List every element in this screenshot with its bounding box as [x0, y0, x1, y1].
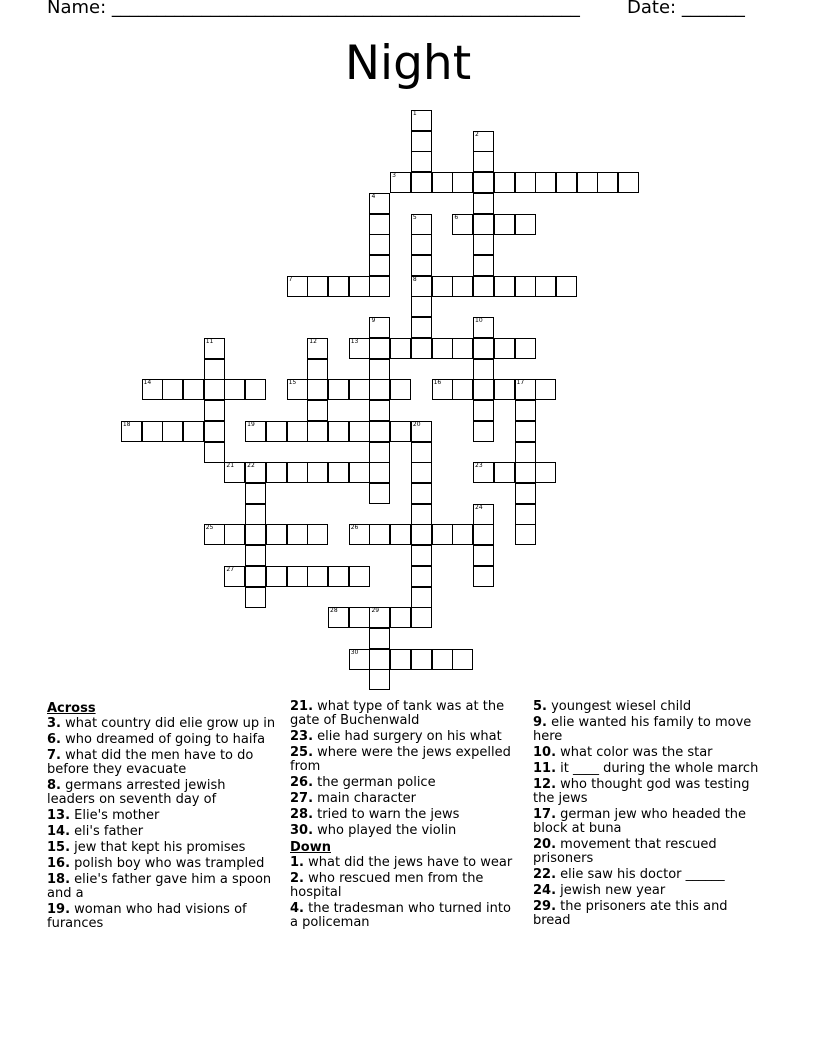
- grid-cell[interactable]: [452, 524, 473, 545]
- clue-number: 2: [475, 130, 479, 138]
- date-blank[interactable]: _______: [681, 0, 745, 18]
- clue-num: 27.: [290, 791, 314, 806]
- clue-column-1: [47, 700, 277, 933]
- grid-cell[interactable]: [577, 172, 598, 193]
- grid-cell[interactable]: [411, 649, 432, 670]
- across-clue: [290, 700, 520, 728]
- grid-cell[interactable]: [307, 338, 328, 359]
- grid-cell[interactable]: [411, 172, 432, 193]
- grid-cell[interactable]: [515, 400, 536, 421]
- grid-cell[interactable]: [411, 504, 432, 525]
- across-clue: [47, 779, 277, 807]
- grid-cell[interactable]: [369, 214, 390, 235]
- grid-cell[interactable]: [411, 234, 432, 255]
- clue-num: 30.: [290, 823, 314, 838]
- grid-cell[interactable]: [515, 338, 536, 359]
- clue-text: jew that kept his promises: [70, 840, 246, 855]
- grid-cell[interactable]: [411, 131, 432, 152]
- across-clue: [290, 730, 520, 744]
- grid-cell[interactable]: [432, 524, 453, 545]
- grid-cell[interactable]: [411, 317, 432, 338]
- clue-text: who played the violin: [313, 823, 457, 838]
- date-label: Date:: [627, 0, 677, 18]
- grid-cell[interactable]: [204, 359, 225, 380]
- clue-number: 28: [330, 607, 338, 615]
- grid-cell[interactable]: [473, 317, 494, 338]
- across-clue: [290, 808, 520, 822]
- grid-cell[interactable]: [452, 379, 473, 400]
- clue-number: 5: [412, 213, 417, 221]
- across-clue: [290, 746, 520, 774]
- clue-num: 5.: [533, 699, 547, 714]
- clue-number: 12: [309, 337, 317, 345]
- grid-cell[interactable]: [515, 524, 536, 545]
- grid-cell[interactable]: [142, 379, 163, 400]
- clue-num: 15.: [47, 840, 71, 855]
- clue-text: where were the jews expelled from: [290, 745, 511, 774]
- clue-num: 28.: [290, 807, 314, 822]
- grid-cell[interactable]: [224, 566, 245, 587]
- clue-number: 22: [247, 462, 255, 470]
- grid-cell[interactable]: [452, 214, 473, 235]
- clue-column-2: [290, 700, 520, 932]
- grid-cell[interactable]: [535, 379, 556, 400]
- grid-cell[interactable]: [411, 110, 432, 131]
- grid-cell[interactable]: [515, 504, 536, 525]
- clue-number: 14: [143, 379, 152, 387]
- grid-cell[interactable]: [390, 607, 411, 628]
- clue-text: woman who had visions of furances: [47, 902, 247, 931]
- grid-cell[interactable]: [494, 462, 515, 483]
- down-clue: [533, 900, 763, 928]
- grid-cell[interactable]: [452, 172, 473, 193]
- across-clue: [47, 809, 277, 823]
- grid-cell[interactable]: [411, 338, 432, 359]
- grid-cell[interactable]: [307, 566, 328, 587]
- grid-cell[interactable]: [328, 421, 349, 442]
- grid-cell[interactable]: [328, 566, 349, 587]
- clue-num: 1.: [290, 855, 304, 870]
- clue-num: 6.: [47, 732, 61, 747]
- grid-cell[interactable]: [369, 669, 390, 690]
- grid-cell[interactable]: [535, 462, 556, 483]
- grid-cell[interactable]: [245, 379, 266, 400]
- clue-number: 9: [371, 317, 376, 325]
- grid-cell[interactable]: [266, 566, 287, 587]
- clue-text: it ____ during the whole march: [556, 761, 759, 776]
- clue-number: 1: [412, 110, 417, 117]
- grid-cell[interactable]: [473, 255, 494, 276]
- grid-cell[interactable]: [245, 504, 266, 525]
- grid-cell[interactable]: [432, 379, 453, 400]
- clue-text: what did the jews have to wear: [303, 855, 513, 870]
- down-clue: [290, 872, 520, 900]
- down-heading: Down: [290, 840, 331, 855]
- grid-cell[interactable]: [390, 649, 411, 670]
- across-clue: [290, 776, 520, 790]
- name-label: Name:: [47, 0, 107, 18]
- grid-cell[interactable]: [307, 379, 328, 400]
- grid-cell[interactable]: [411, 421, 432, 442]
- grid-cell[interactable]: [515, 421, 536, 442]
- clue-text: youngest wiesel child: [546, 699, 692, 714]
- grid-cell[interactable]: [307, 400, 328, 421]
- grid-cell[interactable]: [556, 172, 577, 193]
- grid-cell[interactable]: [390, 421, 411, 442]
- grid-cell[interactable]: [162, 421, 183, 442]
- clue-num: 12.: [533, 777, 557, 792]
- clue-number: 23: [475, 462, 483, 470]
- grid-cell[interactable]: [349, 649, 370, 670]
- clue-num: 19.: [47, 902, 71, 917]
- name-blank[interactable]: ____________________________________________________: [111, 0, 580, 18]
- grid-cell[interactable]: [369, 607, 390, 628]
- clue-number: 4: [371, 192, 376, 200]
- clue-number: 21: [226, 462, 235, 470]
- grid-cell[interactable]: [515, 379, 536, 400]
- clue-number: 25: [205, 524, 214, 532]
- grid-cell[interactable]: [494, 276, 515, 297]
- grid-cell[interactable]: [432, 172, 453, 193]
- clue-number: 24: [475, 503, 483, 511]
- grid-cell[interactable]: [411, 214, 432, 235]
- grid-cell[interactable]: [224, 379, 245, 400]
- grid-cell[interactable]: [204, 524, 225, 545]
- clue-num: 29.: [533, 899, 557, 914]
- grid-cell[interactable]: [494, 338, 515, 359]
- grid-cell[interactable]: [287, 566, 308, 587]
- grid-cell[interactable]: [369, 524, 390, 545]
- grid-cell[interactable]: [411, 276, 432, 297]
- clue-text: elie's father gave him a spoon and a: [47, 872, 272, 901]
- grid-cell[interactable]: [245, 462, 266, 483]
- grid-cell[interactable]: [328, 276, 349, 297]
- down-clue: [533, 716, 763, 744]
- down-clue: [533, 868, 763, 882]
- clue-num: 13.: [47, 808, 71, 823]
- clue-num: 7.: [47, 748, 61, 763]
- grid-cell[interactable]: [204, 379, 225, 400]
- clue-number: 18: [122, 420, 131, 428]
- clue-num: 2.: [290, 871, 304, 886]
- across-clue: [47, 733, 277, 747]
- clue-number: 19: [247, 420, 255, 428]
- clue-number: 27: [226, 565, 235, 573]
- clue-number: 7: [288, 275, 293, 283]
- grid-cell[interactable]: [287, 379, 308, 400]
- grid-cell[interactable]: [142, 421, 163, 442]
- grid-cell[interactable]: [245, 524, 266, 545]
- clue-text: german jew who headed the block at buna: [533, 807, 747, 836]
- grid-cell[interactable]: [287, 421, 308, 442]
- across-heading: Across: [47, 701, 96, 716]
- grid-cell[interactable]: [515, 483, 536, 504]
- grid-cell[interactable]: [473, 151, 494, 172]
- grid-cell[interactable]: [204, 400, 225, 421]
- clue-num: 17.: [533, 807, 557, 822]
- down-clue: [533, 762, 763, 776]
- grid-cell[interactable]: [494, 214, 515, 235]
- clue-text: elie had surgery on his what: [313, 729, 502, 744]
- grid-cell[interactable]: [411, 483, 432, 504]
- clue-number: 20: [412, 420, 421, 428]
- clue-num: 24.: [533, 883, 557, 898]
- grid-cell[interactable]: [432, 338, 453, 359]
- puzzle-title: Night: [344, 36, 472, 91]
- down-clue: [533, 778, 763, 806]
- grid-cell[interactable]: [287, 276, 308, 297]
- clue-number: 10: [475, 317, 483, 325]
- grid-cell[interactable]: [349, 379, 370, 400]
- grid-cell[interactable]: [390, 379, 411, 400]
- across-clue: [47, 825, 277, 839]
- grid-cell[interactable]: [204, 338, 225, 359]
- grid-cell[interactable]: [515, 214, 536, 235]
- grid-cell[interactable]: [473, 234, 494, 255]
- clue-num: 10.: [533, 745, 557, 760]
- clue-column-3: [533, 700, 763, 930]
- grid-cell[interactable]: [535, 172, 556, 193]
- clue-text: the german police: [313, 775, 436, 790]
- grid-cell[interactable]: [411, 524, 432, 545]
- grid-cell[interactable]: [349, 524, 370, 545]
- grid-cell[interactable]: [452, 276, 473, 297]
- clue-num: 11.: [533, 761, 557, 776]
- grid-cell[interactable]: [473, 462, 494, 483]
- grid-cell[interactable]: [452, 649, 473, 670]
- grid-cell[interactable]: [473, 379, 494, 400]
- grid-cell[interactable]: [473, 172, 494, 193]
- grid-cell[interactable]: [369, 338, 390, 359]
- clue-text: who thought god was testing the jews: [533, 777, 750, 806]
- clue-num: 26.: [290, 775, 314, 790]
- clue-num: 18.: [47, 872, 71, 887]
- grid-cell[interactable]: [183, 421, 204, 442]
- clue-num: 20.: [533, 837, 557, 852]
- clue-text: the prisoners ate this and bread: [533, 899, 728, 928]
- grid-cell[interactable]: [224, 524, 245, 545]
- grid-cell[interactable]: [473, 214, 494, 235]
- grid-cell[interactable]: [307, 462, 328, 483]
- grid-cell[interactable]: [411, 566, 432, 587]
- grid-cell[interactable]: [535, 276, 556, 297]
- grid-cell[interactable]: [369, 234, 390, 255]
- clue-number: 8: [412, 275, 417, 283]
- down-clue: [533, 700, 763, 714]
- clue-text: elie wanted his family to move here: [533, 715, 752, 744]
- clue-num: 25.: [290, 745, 314, 760]
- grid-cell[interactable]: [266, 421, 287, 442]
- grid-cell[interactable]: [204, 421, 225, 442]
- grid-cell[interactable]: [245, 587, 266, 608]
- across-clue: [47, 857, 277, 871]
- grid-cell[interactable]: [390, 338, 411, 359]
- grid-cell[interactable]: [411, 462, 432, 483]
- across-clue: [47, 749, 277, 777]
- grid-cell[interactable]: [328, 607, 349, 628]
- grid-cell[interactable]: [411, 587, 432, 608]
- grid-cell[interactable]: [349, 462, 370, 483]
- grid-cell[interactable]: [245, 566, 266, 587]
- clue-number: 13: [350, 337, 359, 345]
- grid-cell[interactable]: [287, 524, 308, 545]
- clue-text: tried to warn the jews: [313, 807, 460, 822]
- down-clue: [533, 884, 763, 898]
- across-clue: [290, 824, 520, 838]
- grid-cell[interactable]: [473, 421, 494, 442]
- clue-text: the tradesman who turned into a policeman: [290, 901, 511, 930]
- grid-cell[interactable]: [183, 379, 204, 400]
- clue-text: who dreamed of going to haifa: [60, 732, 266, 747]
- clue-text: what did the men have to do before they evacuate: [47, 748, 254, 777]
- clue-text: eli's father: [70, 824, 144, 839]
- grid-cell[interactable]: [349, 276, 370, 297]
- grid-cell[interactable]: [390, 524, 411, 545]
- grid-cell[interactable]: [411, 151, 432, 172]
- grid-cell[interactable]: [494, 379, 515, 400]
- clue-number: 30: [350, 648, 359, 656]
- clue-text: elie saw his doctor ______: [556, 867, 725, 882]
- clue-text: germans arrested jewish leaders on seventh day of: [47, 778, 226, 807]
- grid-cell[interactable]: [266, 462, 287, 483]
- grid-cell[interactable]: [307, 421, 328, 442]
- clue-num: 9.: [533, 715, 547, 730]
- clue-num: 8.: [47, 778, 61, 793]
- clue-num: 14.: [47, 824, 71, 839]
- grid-cell[interactable]: [349, 607, 370, 628]
- clue-num: 23.: [290, 729, 314, 744]
- grid-cell[interactable]: [369, 421, 390, 442]
- clue-num: 4.: [290, 901, 304, 916]
- grid-cell[interactable]: [473, 400, 494, 421]
- clue-num: 22.: [533, 867, 557, 882]
- grid-cell[interactable]: [515, 276, 536, 297]
- grid-cell[interactable]: [369, 379, 390, 400]
- grid-cell[interactable]: [618, 172, 639, 193]
- across-clue: [290, 792, 520, 806]
- grid-cell[interactable]: [245, 545, 266, 566]
- grid-cell[interactable]: [369, 255, 390, 276]
- grid-cell[interactable]: [473, 359, 494, 380]
- grid-cell[interactable]: [204, 442, 225, 463]
- grid-cell[interactable]: [369, 276, 390, 297]
- clue-text: jewish new year: [556, 883, 666, 898]
- clue-number: 16: [433, 379, 442, 387]
- grid-cell[interactable]: [349, 566, 370, 587]
- grid-cell[interactable]: [473, 566, 494, 587]
- down-clue: [533, 746, 763, 760]
- grid-cell[interactable]: [597, 172, 618, 193]
- clue-text: what type of tank was at the gate of Buchenwald: [290, 699, 505, 728]
- clue-number: 3: [392, 172, 396, 180]
- grid-cell[interactable]: [245, 483, 266, 504]
- grid-cell[interactable]: [369, 442, 390, 463]
- down-clue: [533, 838, 763, 866]
- grid-cell[interactable]: [411, 442, 432, 463]
- grid-cell[interactable]: [349, 421, 370, 442]
- grid-cell[interactable]: [369, 193, 390, 214]
- grid-cell[interactable]: [515, 462, 536, 483]
- grid-cell[interactable]: [494, 172, 515, 193]
- clue-text: Elie's mother: [70, 808, 160, 823]
- grid-cell[interactable]: [473, 504, 494, 525]
- clue-number: 11: [205, 337, 214, 345]
- clue-text: what color was the star: [556, 745, 713, 760]
- grid-cell[interactable]: [432, 276, 453, 297]
- grid-cell[interactable]: [369, 317, 390, 338]
- down-clue: [533, 808, 763, 836]
- down-clue: [290, 856, 520, 870]
- grid-cell[interactable]: [307, 359, 328, 380]
- grid-cell[interactable]: [411, 545, 432, 566]
- grid-cell[interactable]: [411, 255, 432, 276]
- clue-number: 29: [371, 607, 380, 615]
- grid-cell[interactable]: [473, 276, 494, 297]
- clue-text: who rescued men from the hospital: [290, 871, 484, 900]
- clue-num: 21.: [290, 699, 314, 714]
- grid-cell[interactable]: [390, 172, 411, 193]
- clue-text: movement that rescued prisoners: [533, 837, 717, 866]
- clue-number: 15: [288, 379, 297, 387]
- grid-cell[interactable]: [307, 524, 328, 545]
- grid-cell[interactable]: [473, 545, 494, 566]
- grid-cell[interactable]: [432, 649, 453, 670]
- grid-cell[interactable]: [515, 172, 536, 193]
- clue-text: polish boy who was trampled: [70, 856, 265, 871]
- clue-number: 6: [454, 213, 459, 221]
- grid-cell[interactable]: [328, 462, 349, 483]
- grid-cell[interactable]: [369, 649, 390, 670]
- grid-cell[interactable]: [473, 131, 494, 152]
- grid-cell[interactable]: [411, 296, 432, 317]
- grid-cell[interactable]: [224, 462, 245, 483]
- across-clue: [47, 903, 277, 931]
- grid-cell[interactable]: [369, 400, 390, 421]
- across-clue: [47, 873, 277, 901]
- grid-cell[interactable]: [452, 338, 473, 359]
- clue-number: 26: [350, 524, 359, 532]
- grid-cell[interactable]: [515, 442, 536, 463]
- grid-cell[interactable]: [369, 359, 390, 380]
- grid-cell[interactable]: [473, 193, 494, 214]
- grid-cell[interactable]: [556, 276, 577, 297]
- grid-cell[interactable]: [287, 462, 308, 483]
- grid-cell[interactable]: [349, 338, 370, 359]
- grid-cell[interactable]: [121, 421, 142, 442]
- grid-cell[interactable]: [369, 628, 390, 649]
- clue-num: 16.: [47, 856, 71, 871]
- grid-cell[interactable]: [473, 524, 494, 545]
- grid-cell[interactable]: [245, 421, 266, 442]
- grid-cell[interactable]: [307, 276, 328, 297]
- grid-cell[interactable]: [473, 338, 494, 359]
- grid-cell[interactable]: [369, 462, 390, 483]
- grid-cell[interactable]: [328, 379, 349, 400]
- across-clue: [47, 717, 277, 731]
- down-clue: [290, 902, 520, 930]
- clue-text: what country did elie grow up in: [60, 716, 276, 731]
- grid-cell[interactable]: [266, 524, 287, 545]
- grid-cell[interactable]: [411, 607, 432, 628]
- across-clue: [47, 841, 277, 855]
- clue-number: 17: [516, 379, 525, 387]
- grid-cell[interactable]: [162, 379, 183, 400]
- clue-num: 3.: [47, 716, 61, 731]
- grid-cell[interactable]: [369, 483, 390, 504]
- clue-text: main character: [313, 791, 417, 806]
